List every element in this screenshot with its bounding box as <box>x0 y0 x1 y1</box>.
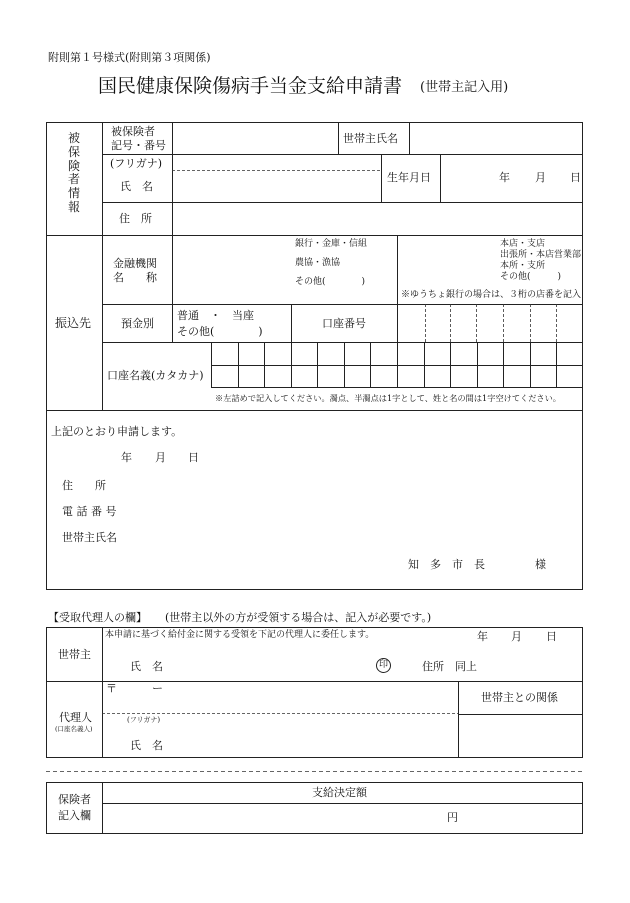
deposit-option-2: その他( ) <box>177 325 263 338</box>
institution-type-2: 農協・漁協 <box>295 258 341 268</box>
declaration-statement: 上記のとおり申請します。 <box>51 425 183 438</box>
account-holder-note: ※左詰めで記入してください。濁点、半濁点は1字として、姓と名の間は1字空けてください。 <box>215 393 561 403</box>
proxy-heading: 【受取代理人の欄】 <box>48 611 147 624</box>
insured-section-label: 被保険者情報 <box>67 131 80 214</box>
declaration-phone-label: 電 話 番 号 <box>62 505 117 518</box>
institution-label-1: 金融機関 <box>113 257 157 270</box>
declaration-householder-label: 世帯主氏名 <box>62 531 117 544</box>
birth-day-label: 日 <box>570 171 581 184</box>
delegation-statement: 本申請に基づく給付金に関する受領を下記の代理人に委任します。 <box>105 630 375 640</box>
proxy-year: 年 <box>477 630 488 643</box>
relation-label: 世帯主との関係 <box>481 691 558 704</box>
birthdate-label: 生年月日 <box>387 171 431 184</box>
name-label: 氏 名 <box>120 180 153 193</box>
birth-month-label: 月 <box>535 171 546 184</box>
proxy-householder-label: 世帯主 <box>58 648 91 661</box>
seal-mark: 印 <box>376 658 391 673</box>
furigana-label: (フリガナ) <box>110 157 163 170</box>
proxy-name-label: 氏 名 <box>130 660 163 673</box>
account-holder-label: 口座名義(カタカナ) <box>107 369 204 382</box>
declaration-month: 月 <box>155 451 166 464</box>
agent-name-label: 氏 名 <box>130 739 163 752</box>
declaration-year: 年 <box>121 451 132 464</box>
insurer-label-1: 保険者 <box>58 793 91 806</box>
form-reference: 附則第１号様式(附則第３項関係) <box>48 51 211 64</box>
agent-furigana-label: (フリガナ) <box>127 716 161 724</box>
branch-type-4: その他( ) <box>500 272 562 282</box>
branch-type-3: 本所・支所 <box>500 261 546 271</box>
postal-dash: ー <box>152 682 163 695</box>
proxy-month: 月 <box>511 630 522 643</box>
agent-sub-label: (口座名義人) <box>55 725 93 733</box>
account-number-label: 口座番号 <box>322 317 366 330</box>
insured-number-label-1: 被保険者 <box>111 125 155 138</box>
insurer-label-2: 記入欄 <box>58 809 91 822</box>
insured-number-label-2: 記号・番号 <box>111 139 166 152</box>
branch-type-1: 本店・支店 <box>500 239 546 249</box>
proxy-address-same: 同上 <box>455 660 477 673</box>
addressee: 知 多 市 長 <box>408 558 485 571</box>
deposit-type-label: 預金別 <box>121 317 154 330</box>
yucho-note: ※ゆうちょ銀行の場合は、３桁の店番を記入 <box>401 290 582 300</box>
address-label: 住 所 <box>119 212 152 225</box>
institution-type-1: 銀行・金庫・信組 <box>295 239 368 249</box>
agent-label: 代理人 <box>59 711 92 724</box>
proxy-day: 日 <box>546 630 557 643</box>
amount-yen-unit: 円 <box>447 811 458 824</box>
form-title-sub: (世帯主記入用) <box>420 80 509 95</box>
birth-year-label: 年 <box>499 171 510 184</box>
proxy-address-label: 住所 <box>422 660 444 673</box>
institution-label-2: 名 称 <box>113 271 157 284</box>
form-title: 国民健康保険傷病手当金支給申請書 <box>98 75 403 97</box>
institution-type-3: その他( ) <box>295 277 366 287</box>
addressee-honorific: 様 <box>535 558 546 571</box>
branch-type-2: 出張所・本店営業部 <box>500 250 582 260</box>
transfer-section-label: 振込先 <box>55 316 92 330</box>
deposit-option-1: 普通 ・ 当座 <box>177 309 254 322</box>
proxy-heading-note: (世帯主以外の方が受領する場合は、記入が必要です。) <box>165 611 432 624</box>
amount-label: 支給決定額 <box>312 786 367 799</box>
postal-mark: 〒 <box>106 682 117 695</box>
declaration-day: 日 <box>188 451 199 464</box>
householder-name-label: 世帯主氏名 <box>343 132 398 145</box>
declaration-address-label: 住 所 <box>62 479 106 492</box>
